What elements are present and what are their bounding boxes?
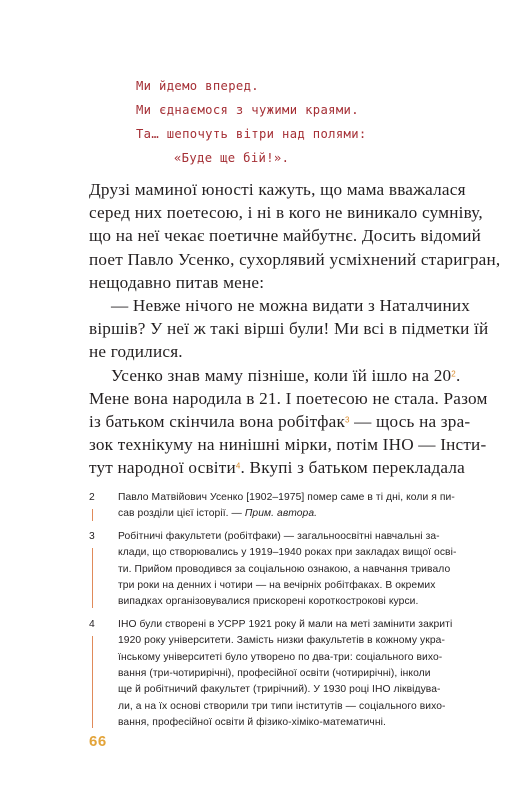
footnote-line: вання, професійної освіти й фізико-хіміко-математичні.	[118, 717, 386, 729]
poem-line: «Буде ще бій!».	[174, 151, 290, 165]
footnote-3	[89, 529, 489, 611]
footnote-line: вання (три-чотирирічні), професійної освіти (чотирирічні), інколи	[118, 668, 431, 680]
body-line: Друзі маминої юності кажуть, що мама вважалася	[89, 180, 466, 199]
footnote-rule	[92, 636, 93, 728]
body-line: що на неї чекає поетичне майбутнє. Досить відомий	[89, 226, 482, 246]
footnotes	[89, 490, 489, 738]
footnote-line: ІНО були створені в УСРР 1921 року й мали на меті замінити закриті	[118, 618, 453, 630]
footnote-number: 3	[89, 530, 95, 542]
body-line	[89, 456, 477, 479]
footnote-line: їнському університеті було утворено по два-три: соціального вихо-	[118, 651, 443, 663]
body-text	[89, 178, 501, 480]
footnote-text	[118, 617, 489, 732]
body-line: не годилися.	[89, 342, 183, 362]
footnote-number: 2	[89, 492, 95, 503]
footnote-text	[118, 490, 489, 523]
footnote-line: випадках організовувалися прискорені короткострокові курси.	[118, 596, 419, 608]
footnote-line: клади, що створювались у 1919–1940 роках при закладах вищої осві-	[118, 547, 457, 559]
poem-line: Та… шепочуть вітри над полями:	[136, 127, 367, 141]
footnote-line: ли, а на їх основі створили три типи інститутів — соціального вихо-	[118, 700, 446, 712]
footnote-line: Робітничі факультети (робітфаки) — загальноосвітні навчальні за-	[118, 530, 440, 542]
footnote-2	[89, 490, 489, 523]
body-line: Усенко знав маму пізніше, коли їй ішло на 20$^2$.	[111, 365, 461, 385]
body-line-text: тут народної освіти	[89, 458, 236, 478]
body-line: нещодавно питав мене:	[89, 272, 265, 292]
footnote-text	[118, 529, 489, 611]
body-line-text: із батьком скінчила вона робітфак	[89, 412, 346, 432]
body-line	[89, 410, 477, 433]
footnote-4	[89, 617, 489, 732]
body-line-text: — щось на зра-	[349, 412, 471, 432]
body-line: серед них поетесою, і ні в кого не виникало сумніву,	[89, 203, 483, 223]
author-note: Прим. автора.	[244, 508, 318, 520]
footnote-line: ще й робітничий факультет (трирічний). У 1930 році ІНО ліквідува-	[118, 684, 441, 696]
page-number: 66	[89, 733, 107, 750]
footnote-line: Павло Матвійович Усенко [1902–1975] помер саме в ті дні, коли я пи-	[118, 492, 455, 503]
footnote-rule	[92, 548, 93, 608]
footnote-ref[interactable]: 2	[451, 369, 456, 379]
body-line-text: Усенко знав маму пізніше, коли їй ішло на 20	[111, 365, 452, 385]
footnote-line	[118, 506, 489, 522]
body-line: зок технікуму на нинішні мірки, потім ІНО — Інсти-	[89, 435, 487, 455]
footnote-number: 4	[89, 618, 95, 630]
footnote-line: ти. Прийом проводився за соціальною ознакою, а навчання тривало	[118, 563, 451, 575]
footnote-ref[interactable]: 3	[345, 415, 350, 425]
body-line: — Невже нічого не можна видати з Наталчиних	[111, 296, 471, 316]
footnote-line: 1920 року університети. Замість низки факультетів в кожному укра-	[118, 635, 445, 647]
body-line-text: . Вкупі з батьком перекладала	[240, 458, 465, 478]
footnote-ref[interactable]: 4	[235, 462, 241, 472]
poem-line: Ми йдемо вперед.	[136, 79, 259, 93]
footnote-line-text: сав розділи цієї історії. —	[118, 508, 245, 520]
body-line: поет Павло Усенко, сухорлявий усміхнений старигран,	[89, 249, 501, 269]
body-line: Мене вона народила в 21. І поетесою не стала. Разом	[89, 388, 488, 408]
epigraph-poem	[136, 74, 367, 170]
footnote-line: три роки на денних і чотири — на вечірніх робітфаках. В окремих	[118, 580, 436, 592]
poem-line: Ми єднаємося з чужими краями.	[136, 103, 359, 117]
footnote-rule	[92, 509, 93, 521]
body-line: віршів? У неї ж такі вірші були! Ми всі в підметки їй	[89, 319, 489, 339]
